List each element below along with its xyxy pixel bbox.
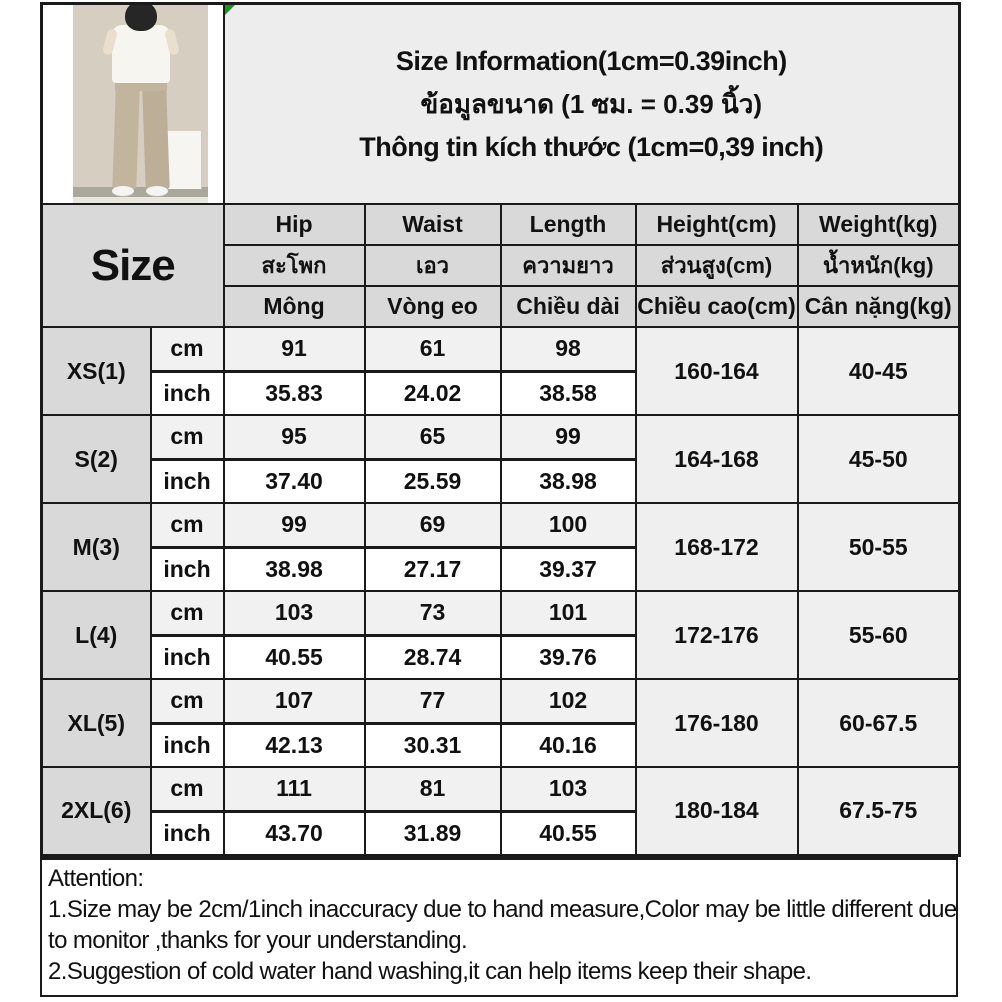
product-photo-cell xyxy=(42,4,224,205)
m-hip-inch: 38.98 xyxy=(224,547,365,591)
col-header-length-en: Length xyxy=(501,204,636,245)
page-title-en: Size Information(1cm=0.39inch) xyxy=(395,45,787,76)
photo-floor-edge xyxy=(73,197,208,203)
size-label-xs: XS(1) xyxy=(42,327,151,415)
unit-label-inch: inch xyxy=(151,547,224,591)
2xl-height-range: 180-184 xyxy=(636,767,798,855)
size-label-m: M(3) xyxy=(42,503,151,591)
col-header-length-vi: Chiều dài xyxy=(501,286,636,327)
header-row-en xyxy=(42,204,960,245)
col-header-length-th: ความยาว xyxy=(501,245,636,286)
xs-waist-inch: 24.02 xyxy=(365,371,501,415)
xs-length-cm: 98 xyxy=(501,327,636,371)
l-height-range: 172-176 xyxy=(636,591,798,679)
l-waist-cm: 73 xyxy=(365,591,501,635)
page-title-vi: Thông tin kích thước (1cm=0,39 inch) xyxy=(359,131,824,162)
m-height-range: 168-172 xyxy=(636,503,798,591)
m-length-inch: 39.37 xyxy=(501,547,636,591)
unit-label-inch: inch xyxy=(151,723,224,767)
model-shirt xyxy=(112,25,170,83)
l-hip-cm: 103 xyxy=(224,591,365,635)
l-hip-inch: 40.55 xyxy=(224,635,365,679)
col-header-height-en: Height(cm) xyxy=(636,204,798,245)
m-hip-cm: 99 xyxy=(224,503,365,547)
unit-label-inch: inch xyxy=(151,371,224,415)
unit-label-cm: cm xyxy=(151,679,224,723)
2xl-length-inch: 40.55 xyxy=(501,811,636,855)
col-header-height-th: ส่วนสูง(cm) xyxy=(636,245,798,286)
xs-hip-inch: 35.83 xyxy=(224,371,365,415)
unit-label-cm: cm xyxy=(151,415,224,459)
pants-left-leg xyxy=(112,89,139,189)
col-header-hip-vi: Mông xyxy=(224,286,365,327)
product-photo xyxy=(43,5,223,203)
m-waist-cm: 69 xyxy=(365,503,501,547)
s-waist-cm: 65 xyxy=(365,415,501,459)
size-table xyxy=(40,2,961,857)
s-weight-range: 45-50 xyxy=(798,415,960,503)
xl-length-inch: 40.16 xyxy=(501,723,636,767)
unit-label-cm: cm xyxy=(151,767,224,811)
s-height-range: 164-168 xyxy=(636,415,798,503)
attention-title: Attention: xyxy=(48,864,144,892)
xl-hip-cm: 107 xyxy=(224,679,365,723)
size-label-2xl: 2XL(6) xyxy=(42,767,151,855)
title-cell xyxy=(224,4,960,205)
unit-label-inch: inch xyxy=(151,459,224,503)
xl-waist-cm: 77 xyxy=(365,679,501,723)
attention-line-3: 2.Suggestion of cold water hand washing,it can help items keep their shape. xyxy=(48,957,812,985)
page-title-th: ข้อมูลขนาด (1 ซม. = 0.39 นิ้ว) xyxy=(420,88,763,119)
size-label-xl: XL(5) xyxy=(42,679,151,767)
unit-label-inch: inch xyxy=(151,811,224,855)
xs-hip-cm: 91 xyxy=(224,327,365,371)
model-head xyxy=(125,5,157,31)
xl-height-range: 176-180 xyxy=(636,679,798,767)
m-weight-range: 50-55 xyxy=(798,503,960,591)
2xl-waist-cm: 81 xyxy=(365,767,501,811)
s-length-inch: 38.98 xyxy=(501,459,636,503)
col-header-weight-vi: Cân nặng(kg) xyxy=(798,286,960,327)
table-row-2xl-cm xyxy=(42,767,960,811)
attention-line-2: to monitor ,thanks for your understanding. xyxy=(48,926,468,954)
2xl-hip-inch: 43.70 xyxy=(224,811,365,855)
col-header-weight-en: Weight(kg) xyxy=(798,204,960,245)
left-shoe xyxy=(112,186,134,196)
size-label-l: L(4) xyxy=(42,591,151,679)
2xl-length-cm: 103 xyxy=(501,767,636,811)
unit-label-cm: cm xyxy=(151,591,224,635)
attention-note xyxy=(40,857,958,997)
model-photo xyxy=(73,5,208,203)
unit-label-cm: cm xyxy=(151,327,224,371)
table-row-s-cm xyxy=(42,415,960,459)
m-length-cm: 100 xyxy=(501,503,636,547)
col-header-waist-th: เอว xyxy=(365,245,501,286)
l-waist-inch: 28.74 xyxy=(365,635,501,679)
xs-length-inch: 38.58 xyxy=(501,371,636,415)
col-header-weight-th: น้ำหนัก(kg) xyxy=(798,245,960,286)
xl-hip-inch: 42.13 xyxy=(224,723,365,767)
col-header-hip-en: Hip xyxy=(224,204,365,245)
l-weight-range: 55-60 xyxy=(798,591,960,679)
col-header-waist-en: Waist xyxy=(365,204,501,245)
table-row-xs-cm xyxy=(42,327,960,371)
pants-right-leg xyxy=(142,89,169,189)
col-header-height-vi: Chiều cao(cm) xyxy=(636,286,798,327)
unit-label-cm: cm xyxy=(151,503,224,547)
s-waist-inch: 25.59 xyxy=(365,459,501,503)
table-row-xl-cm xyxy=(42,679,960,723)
table-row-m-cm xyxy=(42,503,960,547)
attention-line-1: 1.Size may be 2cm/1inch inaccuracy due to hand measure,Color may be little different due xyxy=(48,895,957,923)
s-hip-inch: 37.40 xyxy=(224,459,365,503)
size-chart-content xyxy=(40,2,958,997)
green-corner-marker xyxy=(225,5,235,15)
2xl-weight-range: 67.5-75 xyxy=(798,767,960,855)
xs-height-range: 160-164 xyxy=(636,327,798,415)
size-label-s: S(2) xyxy=(42,415,151,503)
xl-waist-inch: 30.31 xyxy=(365,723,501,767)
size-column-header: Size xyxy=(42,204,224,327)
unit-label-inch: inch xyxy=(151,635,224,679)
2xl-hip-cm: 111 xyxy=(224,767,365,811)
2xl-waist-inch: 31.89 xyxy=(365,811,501,855)
right-shoe xyxy=(146,186,168,196)
l-length-inch: 39.76 xyxy=(501,635,636,679)
l-length-cm: 101 xyxy=(501,591,636,635)
title-row xyxy=(42,4,960,205)
xl-length-cm: 102 xyxy=(501,679,636,723)
xs-waist-cm: 61 xyxy=(365,327,501,371)
s-hip-cm: 95 xyxy=(224,415,365,459)
table-row-l-cm xyxy=(42,591,960,635)
m-waist-inch: 27.17 xyxy=(365,547,501,591)
xl-weight-range: 60-67.5 xyxy=(798,679,960,767)
xs-weight-range: 40-45 xyxy=(798,327,960,415)
s-length-cm: 99 xyxy=(501,415,636,459)
col-header-waist-vi: Vòng eo xyxy=(365,286,501,327)
col-header-hip-th: สะโพก xyxy=(224,245,365,286)
